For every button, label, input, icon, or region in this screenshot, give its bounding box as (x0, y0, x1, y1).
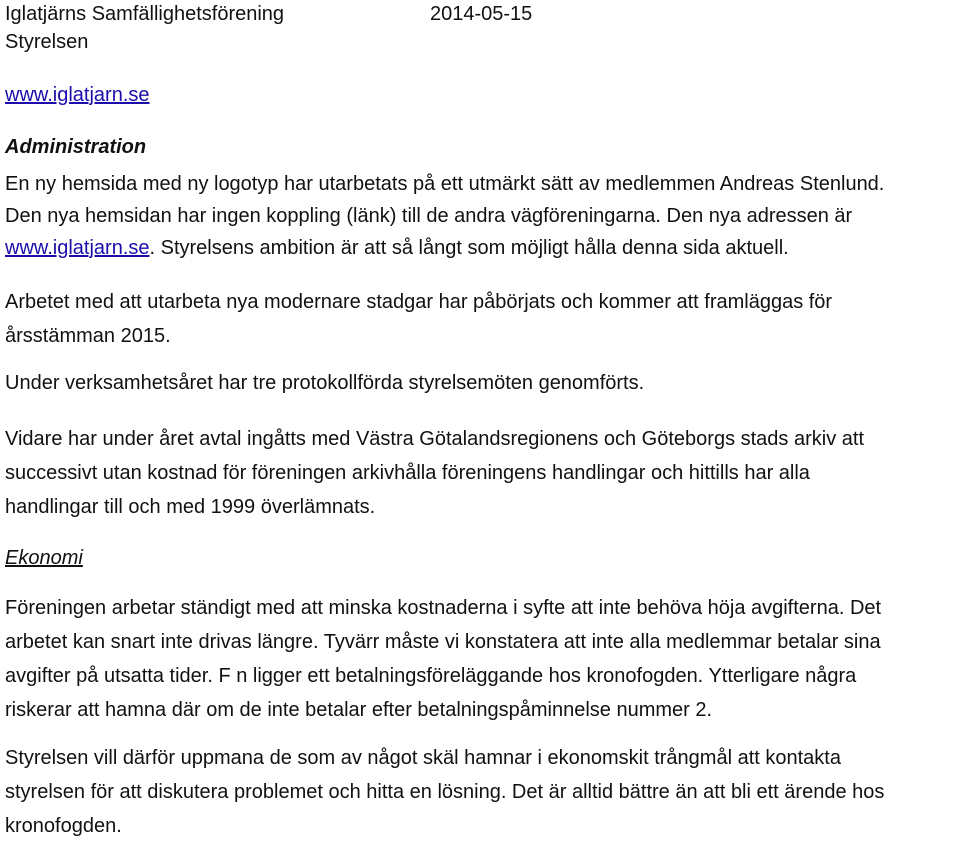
text-line: årsstämman 2015. (5, 325, 171, 347)
text-line: riskerar att hamna där om de inte betalar efter betalningspåminnelse nummer 2. (5, 699, 713, 721)
board-name: Styrelsen (5, 31, 89, 53)
economy-paragraph-contact (5, 741, 957, 843)
website-link[interactable]: www.iglatjarn.se (5, 84, 150, 106)
economy-paragraph-costs (5, 591, 957, 727)
text-line-with-link (5, 232, 955, 264)
text-fragment: . Styrelsens ambition är att så långt som möjligt hålla denna sida aktuell. (149, 237, 789, 259)
text-line: Under verksamhetsåret har tre protokollförda styrelsemöten genomförts. (5, 372, 645, 394)
text-line: arbetet kan snart inte drivas längre. Tyvärr måste vi konstatera att inte alla medlemmar betalar sina (5, 631, 881, 653)
administration-paragraph-website (5, 168, 955, 264)
text-line: Den nya hemsidan har ingen koppling (länk) till de andra vägföreningarna. Den nya adressen är (5, 205, 853, 227)
document-date: 2014-05-15 (430, 3, 533, 25)
text-line: Arbetet med att utarbeta nya modernare stadgar har påbörjats och kommer att framläggas för (5, 291, 833, 313)
text-line: Vidare har under året avtal ingåtts med Västra Götalandsregionens och Göteborgs stads arkiv att (5, 428, 865, 450)
text-line: avgifter på utsatta tider. F n ligger ett betalningsföreläggande hos kronofogden. Ytterligare några (5, 665, 857, 687)
administration-paragraph-meetings (5, 366, 957, 400)
organization-name: Iglatjärns Samfällighetsförening (5, 3, 285, 25)
economy-heading: Ekonomi (5, 547, 83, 569)
inline-website-link[interactable]: www.iglatjarn.se (5, 237, 150, 259)
text-line: En ny hemsida med ny logotyp har utarbetats på ett utmärkt sätt av medlemmen Andreas Stenlund. (5, 173, 885, 195)
text-line: styrelsen för att diskutera problemet och hitta en lösning. Det är alltid bättre än att bli ett ärende hos (5, 781, 885, 803)
administration-heading: Administration (5, 136, 147, 158)
text-line: kronofogden. (5, 815, 122, 837)
text-line: handlingar till och med 1999 överlämnats. (5, 496, 376, 518)
text-line: Föreningen arbetar ständigt med att minska kostnaderna i syfte att inte behöva höja avgifterna. Det (5, 597, 882, 619)
administration-paragraph-archive (5, 422, 957, 524)
text-line: successivt utan kostnad för föreningen arkivhålla föreningens handlingar och hittills har alla (5, 462, 810, 484)
text-line: Styrelsen vill därför uppmana de som av något skäl hamnar i ekonomskit trångmål att kontakta (5, 747, 841, 769)
administration-paragraph-statutes (5, 285, 957, 353)
